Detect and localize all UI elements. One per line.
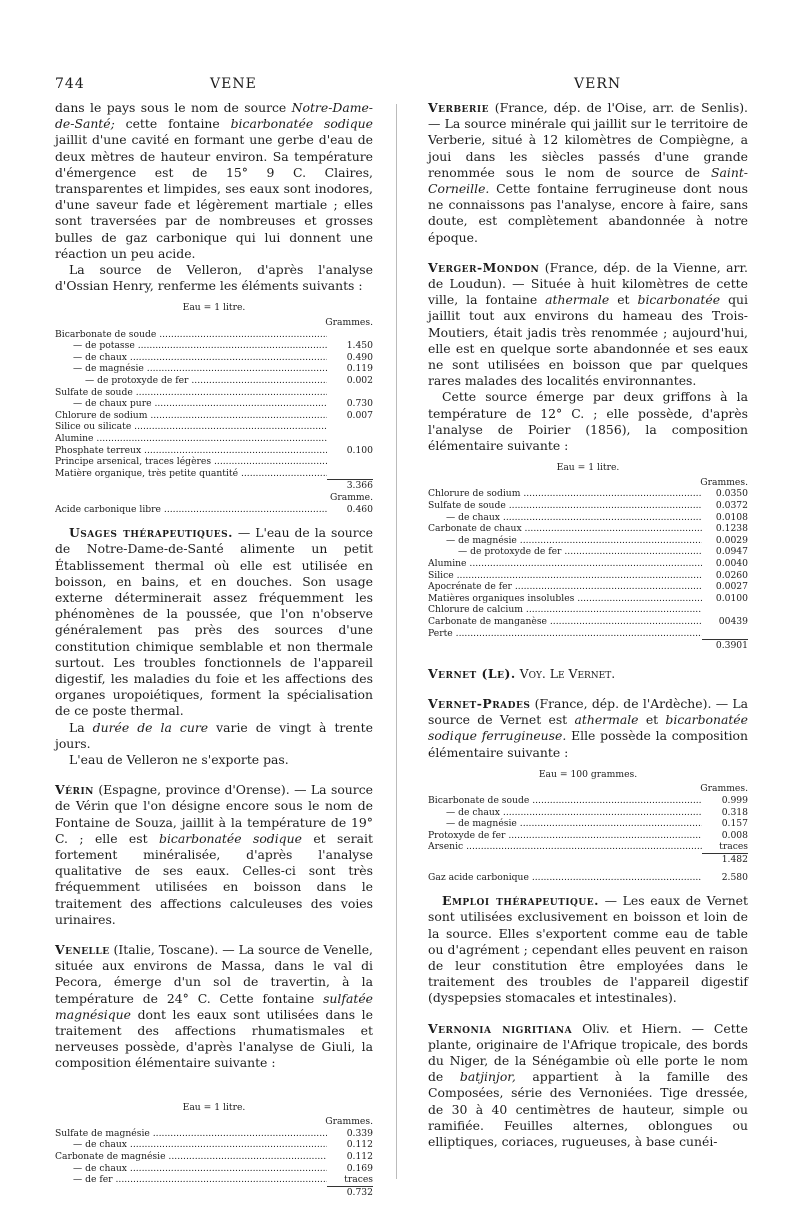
table-total: 3.366	[55, 479, 373, 492]
table-row-gas: Acide carbonique libre ..... 0.460	[55, 504, 373, 516]
table-row	[428, 488, 748, 500]
table-velleron	[55, 302, 373, 515]
entry-verger-mondon: Verger-Mondon (France, dép. de la Vienne, arr. de Loudun). — Située à huit kilomètres de cette ville, la fontaine athermale et bicarbonatée qui jaillit tout aux environs du hameau des Trois-Moutiers, était jadis très renommée ; aujourd'hui, elle est en quelque sorte abandonnée et ses eaux ne sont utilisées en boisson que par quelques rares malades des localités environnantes.	[428, 259, 748, 389]
table-row	[428, 570, 748, 582]
headword-vernet: Vernet (Le).	[428, 665, 516, 681]
table-cell-value: 0.318	[721, 806, 748, 818]
subheading-emploi: Emploi thérapeutique.	[442, 893, 599, 909]
headword-verberie: Verberie	[428, 100, 489, 115]
table-cell-label: Carbonate de manganèse .....	[428, 616, 702, 628]
table-cell-label: — de magnésie .....	[428, 535, 702, 547]
paragraph-export: L'eau de Velleron ne s'exporte pas.	[69, 751, 289, 767]
table-cell-label: Principe arsenical, traces légères .....	[55, 456, 327, 468]
table-cell-label: — de protoxyde de fer .....	[428, 546, 702, 558]
table-row	[428, 841, 748, 853]
entry-vernet-prades: Vernet-Prades (France, dép. de l'Ardèche). — La source de Vernet est athermale et bicarbonatée sodique ferrugineuse. Elle possède la composition élémentaire suivante :	[428, 695, 748, 760]
table-row	[55, 398, 373, 410]
table-units: Grammes.	[325, 1116, 373, 1128]
table-cell-label: Protoxyde de fer .....	[428, 830, 702, 842]
table-cell-label: Carbonate de magnésie .....	[55, 1151, 327, 1163]
table-row	[428, 500, 748, 512]
table-cell-value: traces	[719, 841, 748, 853]
entry-vernonia: Vernonia nigritiana Oliv. et Hiern. — Cette plante, originaire de l'Afrique tropicale, des bords du Niger, de la Sénégambie où elle porte le nom de batjinjor, appartient à la famille des Composées, série des Vernoniées. Tige dressée, de 30 à 40 centimètres de hauteur, simple ou ramifiée. Feuilles alternes, oblongues ou elliptiques, coriaces, rugueuses, à base cunéi-	[428, 1020, 748, 1149]
table-row	[55, 421, 373, 433]
paragraph-verger-temperature: Cette source émerge par deux griffons à la température de 12° C. ; elle possède, d'après l'analyse de Poirier (1856), la composition élémentaire suivante :	[428, 389, 748, 454]
table-cell-value: traces	[344, 1174, 373, 1186]
table-cell-label: Bicarbonate de soude .....	[55, 329, 327, 341]
table-cell-label: — de magnésie .....	[55, 363, 327, 375]
paragraph-emploi: Emploi thérapeutique. — Les eaux de Vernet sont utilisées exclusivement en boisson et loin de la source. Elles s'exportent comme eau de table ou d'agrément ; cependant elles peuvent en raison de leur constitution être employées dans le traitement des troubles de l'appareil digestif (dyspepsies stomacales et intestinales).	[428, 893, 748, 1006]
table-cell-label: Apocrénate de fer .....	[428, 581, 702, 593]
table-units: Grammes.	[700, 476, 748, 488]
table-cell-label: — de chaux .....	[428, 807, 702, 819]
subheading-usages: Usages thérapeutiques.	[69, 525, 233, 541]
table-cell-value: 0.0947	[715, 546, 748, 558]
table-cell-value: 0.0027	[715, 581, 748, 593]
table-row-gas: Gaz acide carbonique ..... 2.580	[428, 872, 748, 884]
table-cell-label: — de chaux .....	[55, 1139, 327, 1151]
table-venelle	[55, 1102, 373, 1199]
headword-venelle: Venelle	[55, 942, 110, 957]
table-cell-value: 0.100	[346, 444, 373, 456]
table-cell-label: — de chaux pure .....	[55, 398, 327, 410]
table-row	[428, 546, 748, 558]
table-cell-label: Chlorure de sodium .....	[428, 488, 702, 500]
table-cell-label: Chlorure de sodium .....	[55, 410, 327, 422]
table-cell-value: 0.0372	[715, 500, 748, 512]
paragraph-duree: La durée de la cure varie de vingt à trente jours.	[55, 719, 373, 751]
table-row	[428, 512, 748, 524]
table-cell-value: 0.999	[721, 794, 748, 806]
table-cell-value: 0.002	[346, 375, 373, 386]
table-row	[428, 581, 748, 593]
table-row	[55, 433, 373, 445]
table-cell-label: Phosphate terreux .....	[55, 445, 327, 457]
table-cell-label: Matières organiques insolubles .....	[428, 593, 702, 605]
table-cell-label: Perte .....	[428, 628, 702, 640]
table-cell-label: — de protoxyde de fer .....	[55, 375, 327, 387]
table-cell-value: 0.0350	[715, 488, 748, 500]
entry-venelle: Venelle (Italie, Toscane). — La source de Venelle, située aux environs de Massa, dans le val di Pecora, émerge d'un sol de travertin, à la température de 24° C. Cette fontaine sulfatée magnésique dont les eaux sont utilisées dans le traitement des affections rhumatismales et nerveuses possède, d'après l'analyse de Giuli, la composition élémentaire suivante :	[55, 942, 373, 1071]
table-cell-value: 0.008	[721, 829, 748, 841]
table-row	[55, 445, 373, 457]
table-cell-label: — de chaux .....	[55, 1163, 327, 1175]
table-row	[55, 410, 373, 422]
table-row	[55, 1163, 373, 1175]
table-cell-value: 0.007	[346, 409, 373, 421]
table-row	[428, 628, 748, 640]
table-row	[55, 456, 373, 468]
table-cell-value: 0.730	[346, 398, 373, 410]
table-row	[428, 535, 748, 547]
headword-vernet-prades: Vernet-Prades	[428, 695, 531, 711]
headword-verger-mondon: Verger-Mondon	[428, 259, 540, 275]
table-row	[55, 468, 373, 480]
table-cell-value: 0.0029	[715, 534, 748, 546]
table-cell-value: 0.112	[346, 1151, 373, 1162]
table-units-2: Gramme.	[330, 491, 373, 503]
table-cell-label: — de potasse .....	[55, 340, 327, 352]
table-total: 1.482	[428, 853, 748, 866]
table-row	[428, 795, 748, 807]
table-cell-value: 1.450	[346, 340, 373, 352]
entry-verberie: Verberie (France, dép. de l'Oise, arr. de Senlis). — La source minérale qui jaillit sur le territoire de Verberie, situé à 12 kilomètres de Compiègne, a joui dans les siècles passés d'une grande renommée sous le nom de source de Saint-Corneille. Cette fontaine ferrugineuse dont nous ne connaissons pas l'analyse, encore à faire, sans doute, est complètement abandonnée à notre époque.	[428, 100, 748, 245]
table-row	[428, 593, 748, 605]
table-cell-label: — de magnésie .....	[428, 818, 702, 830]
table-cell-label: Carbonate de chaux .....	[428, 523, 702, 535]
page-number: 744	[55, 76, 85, 92]
table-row	[55, 363, 373, 375]
table-cell-label: Arsenic .....	[428, 841, 702, 853]
table-row	[428, 807, 748, 819]
table-units: Grammes.	[325, 317, 373, 329]
table-cell-value: 0.490	[346, 351, 373, 363]
table-cell-value: 0.157	[721, 818, 748, 830]
entry-verin: Vérin (Espagne, province d'Orense). — La source de Vérin que l'on désigne encore sous le nom de Fontaine de Souza, jaillit à la température de 19° C. ; elle est bicarbonatée sodique et serait fortement minéralisée, d'après l'analyse qualitative de ses eaux. Celles-ci sont très fréquemment utilisées en boisson dans le traitement des affections calculeuses des voies urinaires.	[55, 782, 373, 927]
table-cell-label: Silice .....	[428, 570, 702, 582]
table-row	[55, 1128, 373, 1140]
table-verger-mondon	[428, 462, 748, 652]
table-row	[55, 1139, 373, 1151]
headword-vernonia: Vernonia nigritiana	[428, 1020, 573, 1036]
right-column	[428, 100, 748, 1150]
table-caption: Eau = 1 litre.	[182, 302, 246, 314]
table-row	[428, 604, 748, 616]
headword-verin: Vérin	[55, 782, 94, 798]
table-total: 0.3901	[428, 639, 748, 652]
table-row	[55, 329, 373, 341]
entry-vernet	[428, 666, 748, 682]
table-cell-label: — de chaux .....	[55, 352, 327, 364]
table-cell-value: 0.112	[346, 1139, 373, 1151]
table-cell-label: Sulfate de magnésie .....	[55, 1128, 327, 1140]
running-head-right: VERN	[574, 76, 622, 92]
table-cell-value: 0.0100	[715, 592, 748, 604]
left-column	[55, 100, 373, 1208]
table-cell-label: Silice ou silicate .....	[55, 421, 327, 433]
table-row	[55, 340, 373, 352]
table-row	[428, 616, 748, 628]
table-cell-value: 0.119	[346, 363, 373, 375]
table-cell-label: Chlorure de calcium .....	[428, 604, 702, 616]
table-cell-value: 0.1238	[715, 523, 748, 535]
table-cell-label: — de fer .....	[55, 1174, 327, 1186]
table-row	[428, 830, 748, 842]
table-cell-label: Alumine .....	[428, 558, 702, 570]
paragraph-usages: Usages thérapeutiques. — L'eau de la source de Notre-Dame-de-Santé alimente un petit Établissement thermal où elle est utilisée en boisson, en bains, et en douches. Son usage externe déterminerait assez fréquemment les phénomènes de la poussée, que l'on n'observe généralement pas près des sources d'une constitution chimique semblable et non thermale surtout. Les troubles fonctionnels de l'appareil digestif, les maladies du foie et les affections des organes uropoiétiques, forment la spécialisation de ce poste thermal.	[55, 525, 373, 719]
table-caption: Eau = 100 grammes.	[538, 768, 638, 780]
table-row	[55, 352, 373, 364]
table-row	[428, 523, 748, 535]
running-head-left: VENE	[210, 76, 257, 92]
table-caption: Eau = 1 litre.	[182, 1101, 246, 1113]
cross-reference: Voy. Le Vernet.	[519, 665, 616, 681]
table-row	[55, 1174, 373, 1186]
table-cell-value: 0.0260	[715, 569, 748, 581]
paragraph-velleron: La source de Velleron, d'après l'analyse d'Ossian Henry, renferme les éléments suivants :	[55, 262, 373, 294]
table-cell-label: — de chaux .....	[428, 512, 702, 524]
table-units: Grammes.	[700, 783, 748, 795]
table-row	[55, 375, 373, 387]
table-vernet-prades	[428, 769, 748, 883]
table-row	[55, 1151, 373, 1163]
table-cell-value: 0.0108	[715, 511, 748, 523]
table-row	[55, 387, 373, 399]
table-cell-value: 00439	[718, 615, 748, 627]
table-cell-label: Matière organique, très petite quantité .....	[55, 468, 327, 480]
table-cell-value: 0.0040	[715, 558, 748, 570]
table-total: 0.732	[55, 1186, 373, 1199]
table-cell-value: 0.339	[346, 1127, 373, 1139]
column-divider	[396, 104, 397, 1179]
table-cell-label: Alumine .....	[55, 433, 327, 445]
table-cell-label: Sulfate de soude .....	[55, 387, 327, 399]
table-caption: Eau = 1 litre.	[556, 462, 620, 474]
paragraph-notre-dame: dans le pays sous le nom de source Notre-Dame-de-Santé; cette fontaine bicarbonatée sodique jaillit d'une cavité en formant une gerbe d'eau de deux mètres de hauteur environ. Sa température d'émergence est de 15° 9 C. Claires, transparentes et limpides, ses eaux sont inodores, d'une saveur fade et légèrement martiale ; elles sont traversées par de nombreuses et grosses bulles de gaz carbonique qui lui donnent une réaction un peu acide.	[55, 100, 373, 261]
table-cell-label: Sulfate de soude .....	[428, 500, 702, 512]
table-row	[428, 818, 748, 830]
table-row	[428, 558, 748, 570]
table-cell-value: 0.169	[346, 1162, 373, 1174]
table-cell-label: Bicarbonate de soude .....	[428, 795, 702, 807]
